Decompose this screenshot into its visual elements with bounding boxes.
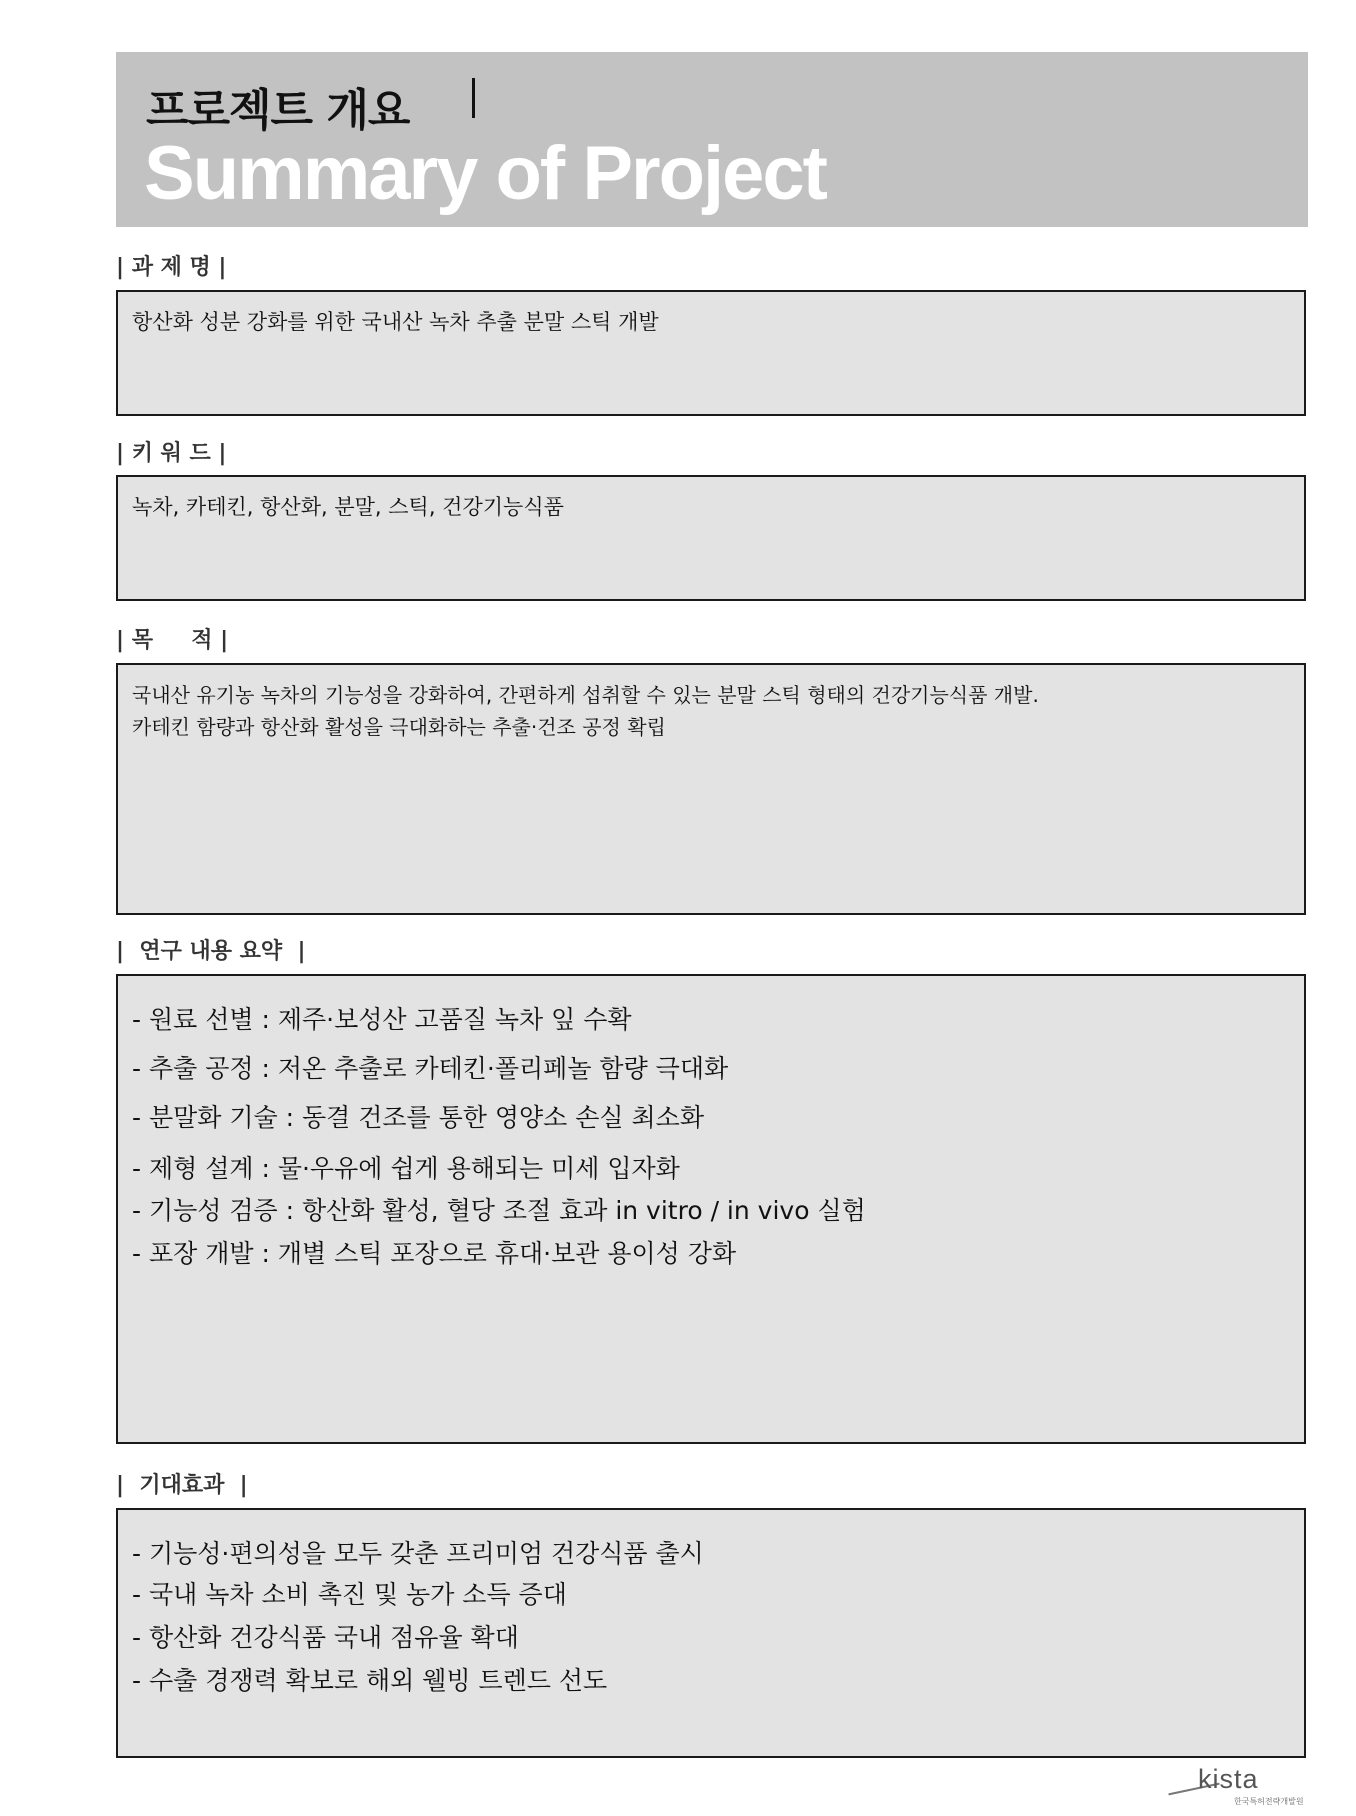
effects-line-2: - 국내 녹차 소비 촉진 및 농가 소득 증대 [132, 1580, 567, 1609]
box-research [116, 974, 1306, 1444]
box-keywords [116, 475, 1306, 601]
section-label-effects: | 기대효과 | [116, 1473, 248, 1498]
research-line-3: - 분말화 기술 : 동결 건조를 통한 영양소 손실 최소화 [132, 1103, 704, 1132]
effects-line-3: - 항산화 건강식품 국내 점유율 확대 [132, 1623, 519, 1652]
effects-line-1: - 기능성·편의성을 모두 갖춘 프리미엄 건강식품 출시 [132, 1539, 704, 1568]
logo-subtext: 한국특허전략개발원 [1234, 1797, 1304, 1806]
page-header [116, 52, 1308, 227]
title-line-1: 항산화 성분 강화를 위한 국내산 녹차 추출 분말 스틱 개발 [132, 310, 659, 334]
section-label-research: | 연구 내용 요약 | [116, 939, 306, 964]
research-line-1: - 원료 선별 : 제주·보성산 고품질 녹차 잎 수확 [132, 1005, 632, 1034]
purpose-line-2: 카테킨 함량과 항산화 활성을 극대화하는 추출·건조 공정 확립 [132, 715, 666, 739]
kista-logo [1168, 1764, 1318, 1808]
box-effects [116, 1508, 1306, 1758]
box-title [116, 290, 1306, 416]
research-line-2: - 추출 공정 : 저온 추출로 카테킨·폴리페놀 함량 극대화 [132, 1054, 729, 1083]
research-line-6: - 포장 개발 : 개별 스틱 포장으로 휴대·보관 용이성 강화 [132, 1239, 737, 1268]
section-label-purpose: | 목 적 | [116, 628, 229, 653]
header-title-en: Summary of Project [144, 131, 826, 216]
effects-line-4: - 수출 경쟁력 확보로 해외 웰빙 트렌드 선도 [132, 1666, 608, 1695]
keywords-line-1: 녹차, 카테킨, 항산화, 분말, 스틱, 건강기능식품 [132, 495, 564, 519]
logo-wordmark: kista [1198, 1764, 1259, 1794]
header-title-ko: 프로젝트 개요 [146, 85, 410, 136]
purpose-line-1: 국내산 유기농 녹차의 기능성을 강화하여, 간편하게 섭취할 수 있는 분말 스틱 형태의 건강기능식품 개발. [132, 683, 1039, 707]
box-purpose [116, 663, 1306, 915]
research-line-4: - 제형 설계 : 물·우유에 쉽게 용해되는 미세 입자화 [132, 1154, 680, 1183]
section-label-keywords: | 키 워 드 | [116, 441, 227, 466]
section-label-title: | 과 제 명 | [116, 255, 227, 280]
header-divider [472, 78, 475, 118]
research-line-5: - 기능성 검증 : 항산화 활성, 혈당 조절 효과 in vitro / in vivo 실험 [132, 1196, 866, 1225]
